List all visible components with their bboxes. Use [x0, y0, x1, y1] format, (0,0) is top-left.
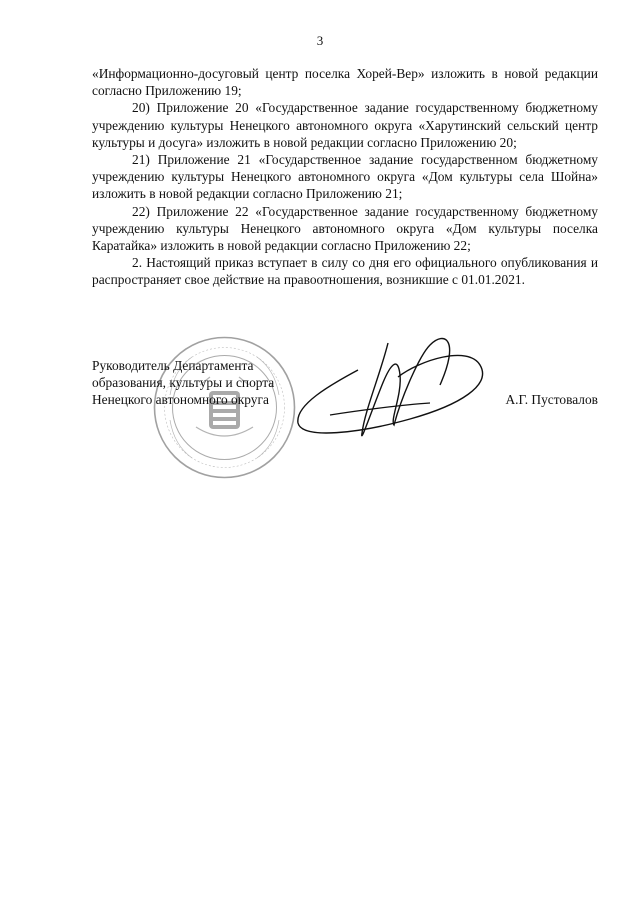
paragraph: 21) Приложение 21 «Государственное задание государственном бюджетному учреждению культуры Ненецкого автономного округа «Дом культуры села Шойна» изложить в новой редакции согласно Приложению 21;	[92, 152, 598, 202]
paragraph: 22) Приложение 22 «Государственное задание государственному бюджетному учреждению культуры Ненецкого автономного округа «Дом культуры поселка Каратайка» изложить в новой редакции согласно Приложению 22;	[92, 203, 598, 254]
paragraph: «Информационно-досуговый центр поселка Хорей-Вер» изложить в новой редакции согласно Приложению 19;	[92, 66, 598, 99]
paragraph: 2. Настоящий приказ вступает в силу со дня его официального опубликования и распространяет свое действие на правоотношения, возникшие с 01.01.2021.	[92, 255, 598, 288]
page-number: 3	[316, 33, 324, 48]
paragraph: 20) Приложение 20 «Государственное задание государственному бюджетному учреждению культуры Ненецкого автономного округа «Харутинский сельский центр культуры и досуга» изложить в новой редакции согласно Приложению 20;	[92, 100, 598, 150]
signatory-name: А.Г. Пустовалов	[505, 392, 598, 407]
document-body	[92, 65, 598, 289]
signatory-position: Руководитель Департамента образования, культуры и спорта Ненецкого автономного округа	[92, 358, 275, 408]
signature-block	[92, 355, 598, 475]
